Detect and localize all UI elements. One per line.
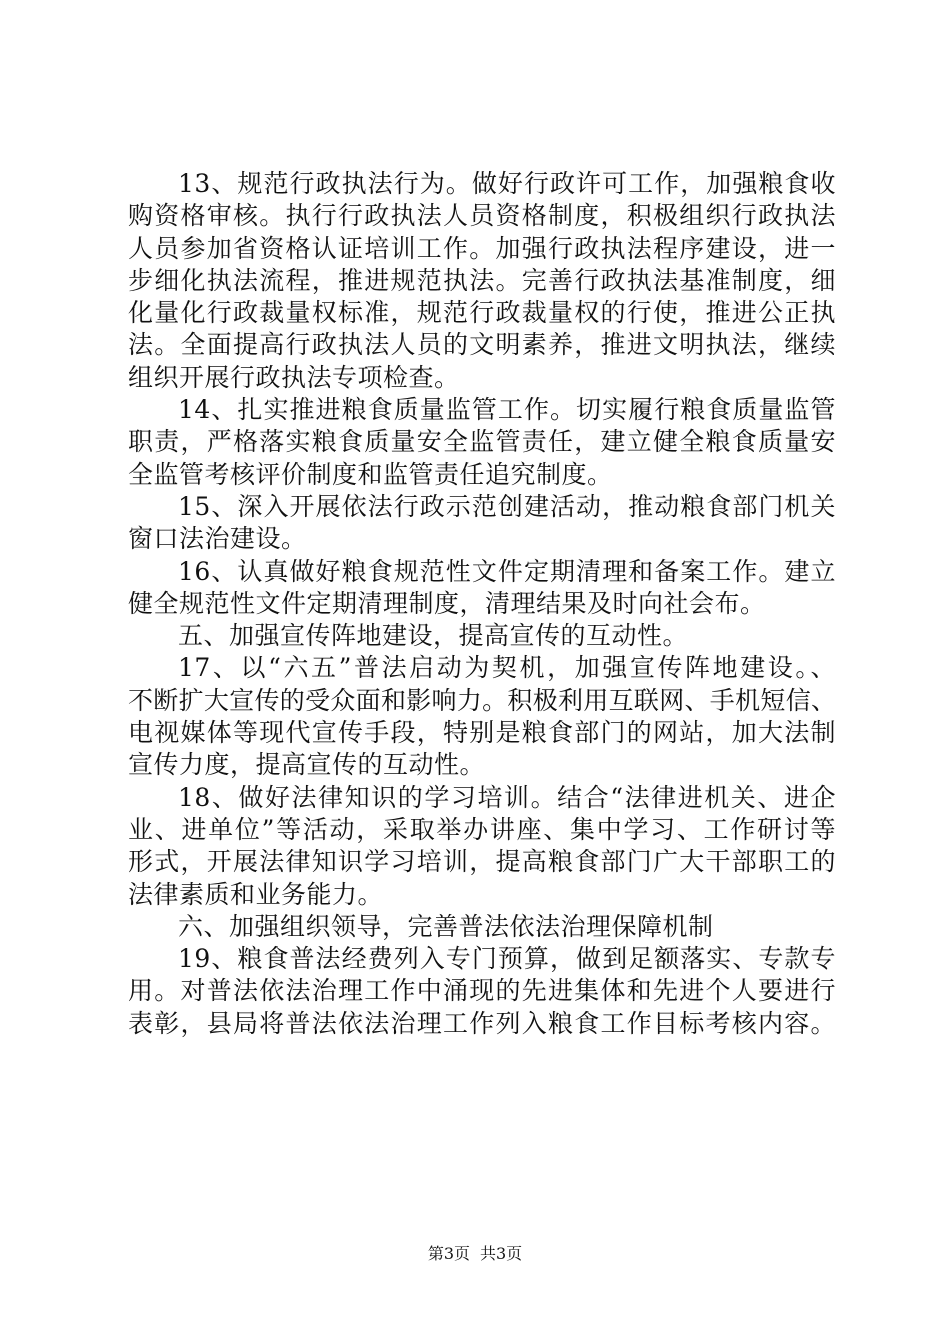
text-line: 15、深入开展依法行政示范创建活动，推动粮食部门机关 <box>178 491 836 521</box>
text-line: 19、粮食普法经费列入专门预算，做到足额落实、专款专 <box>178 944 836 974</box>
text-line: 人员参加省资格认证培训工作。加强行政执法程序建设，进一 <box>128 233 836 263</box>
text-line: 17、以“六五”普法启动为契机，加强宣传阵地建设。、 <box>178 653 836 683</box>
text-line: 宣传力度，提高宣传的互动性。 <box>128 750 486 780</box>
section-heading: 六、加强组织领导，完善普法依法治理保障机制 <box>178 911 714 941</box>
text-line: 法律素质和业务能力。 <box>128 879 384 909</box>
text-line: 步细化执法流程，推进规范执法。完善行政执法基准制度，细 <box>128 265 836 295</box>
text-line: 用。对普法依法治理工作中涌现的先进集体和先进个人要进行 <box>128 976 836 1006</box>
text-line: 13、规范行政执法行为。做好行政许可工作，加强粮食收 <box>178 169 836 198</box>
page-footer <box>0 1244 950 1264</box>
text-line: 窗口法治建设。 <box>128 524 307 554</box>
text-line: 化量化行政裁量权标准，规范行政裁量权的行使，推进公正执 <box>128 298 836 328</box>
text-line: 业、进单位”等活动，采取举办讲座、集中学习、工作研讨等 <box>128 814 836 844</box>
text-line: 法。全面提高行政执法人员的文明素养，推进文明执法，继续 <box>128 330 836 360</box>
text-line: 14、扎实推进粮食质量监管工作。切实履行粮食质量监管 <box>178 395 836 425</box>
text-line: 18、做好法律知识的学习培训。结合“法律进机关、进企 <box>178 782 836 812</box>
page-total: 共3页 <box>480 1244 523 1263</box>
text-line: 健全规范性文件定期清理制度，清理结果及时向社会布。 <box>128 588 766 618</box>
text-line: 全监管考核评价制度和监管责任追究制度。 <box>128 459 613 489</box>
text-line: 购资格审核。执行行政执法人员资格制度，积极组织行政执法 <box>128 201 836 231</box>
page-number: 第3页 <box>427 1244 470 1263</box>
document-body <box>128 168 836 1040</box>
text-line: 组织开展行政执法专项检查。 <box>128 362 460 392</box>
section-heading: 五、加强宣传阵地建设，提高宣传的互动性。 <box>178 621 689 651</box>
text-line: 电视媒体等现代宣传手段，特别是粮食部门的网站，加大法制 <box>128 718 836 748</box>
text-line: 表彰，县局将普法依法治理工作列入粮食工作目标考核内容。 <box>128 1008 836 1038</box>
text-line: 职责，严格落实粮食质量安全监管责任，建立健全粮食质量安 <box>128 427 836 457</box>
text-line: 不断扩大宣传的受众面和影响力。积极利用互联网、手机短信、 <box>128 685 836 715</box>
text-line: 形式，开展法律知识学习培训，提高粮食部门广大干部职工的 <box>128 847 836 877</box>
text-line: 16、认真做好粮食规范性文件定期清理和备案工作。建立 <box>178 556 836 586</box>
